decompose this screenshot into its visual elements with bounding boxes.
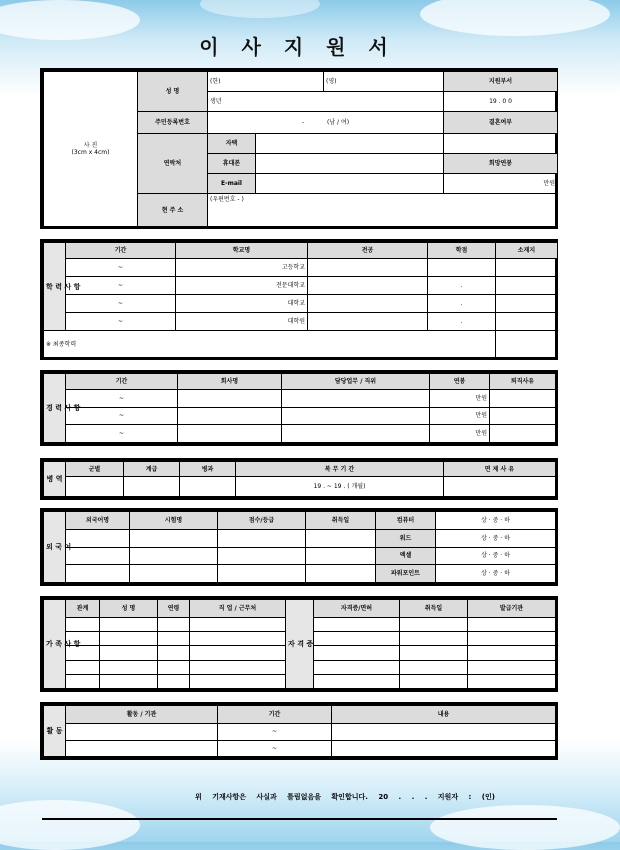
military-section <box>40 458 558 500</box>
service-period-cell[interactable]: 19 . ~ 19 . ( 개월) <box>236 477 444 497</box>
activity-side-label: 활 동 <box>44 706 66 757</box>
gpa-cell[interactable] <box>428 259 496 277</box>
skill-label: 파워포인트 <box>376 565 436 583</box>
salary-cell[interactable]: 만원 <box>430 407 490 425</box>
language-cell[interactable] <box>66 530 130 548</box>
column-header: 연봉 <box>430 374 490 390</box>
family-side-label: 가 족 사 항 <box>44 600 66 689</box>
job-cell[interactable] <box>190 632 286 646</box>
reason-cell[interactable] <box>490 390 556 408</box>
column-header: 취득일 <box>400 600 468 618</box>
name-ko-field[interactable]: (한) <box>208 72 324 92</box>
period-cell[interactable]: ~ <box>66 295 176 313</box>
period-cell[interactable]: ~ <box>66 390 178 408</box>
gpa-cell[interactable]: . <box>428 313 496 331</box>
date-cell[interactable] <box>306 565 376 583</box>
issuer-cell[interactable] <box>468 632 556 646</box>
age-cell[interactable] <box>158 660 190 674</box>
phone-field[interactable] <box>256 134 444 154</box>
exemption-cell[interactable] <box>444 477 556 497</box>
date-cell[interactable] <box>400 660 468 674</box>
school-cell[interactable]: 대학원 <box>176 313 308 331</box>
skill-label: 워드 <box>376 530 436 548</box>
education-note[interactable]: ※ 최종학력 <box>44 331 496 358</box>
table-row <box>44 530 556 548</box>
date-cell[interactable] <box>400 674 468 688</box>
license-side-label: 자 격 증 <box>286 600 314 689</box>
table-row <box>44 724 556 741</box>
language-side-label: 외 국 어 <box>44 512 66 583</box>
column-header: 취득일 <box>306 512 376 530</box>
military-side-label: 병 역 <box>44 462 66 497</box>
name-cell[interactable] <box>100 632 158 646</box>
skill-rating[interactable]: 상 · 중 · 하 <box>436 512 556 530</box>
education-section <box>40 239 558 360</box>
issuer-cell[interactable] <box>468 660 556 674</box>
activity-section <box>40 702 558 760</box>
table-row <box>44 425 556 443</box>
skill-label: 컴퓨터 <box>376 512 436 530</box>
email-field[interactable] <box>256 174 444 194</box>
age-cell[interactable] <box>158 674 190 688</box>
email-label: E-mail <box>208 174 256 194</box>
issuer-cell[interactable] <box>468 646 556 660</box>
score-cell[interactable] <box>218 565 306 583</box>
language-cell[interactable] <box>66 547 130 565</box>
salary-cell[interactable]: 만원 <box>430 390 490 408</box>
license-cell[interactable] <box>314 660 400 674</box>
date-cell[interactable] <box>400 618 468 632</box>
column-header: 군별 <box>66 462 124 477</box>
contact-label: 연락처 <box>138 134 208 194</box>
column-header: 자격증/면허 <box>314 600 400 618</box>
name-en-field[interactable]: (영) <box>324 72 444 92</box>
birth-prefix[interactable]: 생년 <box>208 92 444 112</box>
marriage-label: 결혼여부 <box>444 112 558 134</box>
license-cell[interactable] <box>314 674 400 688</box>
major-cell[interactable] <box>308 277 428 295</box>
column-header: 시험명 <box>130 512 218 530</box>
basic-info-section <box>40 68 558 229</box>
reason-cell[interactable] <box>490 425 556 443</box>
age-cell[interactable] <box>158 618 190 632</box>
score-cell[interactable] <box>218 530 306 548</box>
period-cell[interactable]: ~ <box>66 407 178 425</box>
name-cell[interactable] <box>100 674 158 688</box>
column-header: 전공 <box>308 243 428 259</box>
column-header: 면 제 사 유 <box>444 462 556 477</box>
career-side-label: 경 력 사 항 <box>44 374 66 443</box>
column-header: 연령 <box>158 600 190 618</box>
page-title: 이 사 지 원 서 <box>199 35 396 59</box>
rank-cell[interactable] <box>124 477 180 497</box>
organization-cell[interactable] <box>66 724 218 741</box>
table-row <box>44 390 556 408</box>
date-cell[interactable] <box>400 646 468 660</box>
sky-cloud <box>200 0 320 18</box>
column-header: 기간 <box>218 706 332 724</box>
salary-unit[interactable]: 만원 <box>444 174 558 194</box>
signature-statement: 위 기재사항은 사실과 틀림없음을 확인합니다. 20 . . . 지원자 : (인) <box>195 793 495 801</box>
reason-cell[interactable] <box>490 407 556 425</box>
location-cell[interactable] <box>496 295 558 313</box>
column-header: 퇴직사유 <box>490 374 556 390</box>
family-license-section <box>40 596 558 692</box>
career-section <box>40 370 558 446</box>
mobile-field[interactable] <box>256 154 444 174</box>
sky-cloud <box>0 800 140 850</box>
column-header: 발급기관 <box>468 600 556 618</box>
table-row <box>44 313 558 331</box>
license-cell[interactable] <box>314 646 400 660</box>
age-cell[interactable] <box>158 632 190 646</box>
column-header: 회사명 <box>178 374 282 390</box>
column-header: 기간 <box>66 243 176 259</box>
score-cell[interactable] <box>218 547 306 565</box>
company-cell[interactable] <box>178 425 282 443</box>
license-cell[interactable] <box>314 618 400 632</box>
table-row <box>44 740 556 757</box>
location-cell[interactable] <box>496 313 558 331</box>
location-cell[interactable] <box>496 259 558 277</box>
column-header: 직 업 / 근무처 <box>190 600 286 618</box>
company-cell[interactable] <box>178 407 282 425</box>
gpa-cell[interactable]: . <box>428 295 496 313</box>
company-cell[interactable] <box>178 390 282 408</box>
column-header: 계급 <box>124 462 180 477</box>
organization-cell[interactable] <box>66 740 218 757</box>
mobile-label: 휴대폰 <box>208 154 256 174</box>
salary-cell[interactable]: 만원 <box>430 425 490 443</box>
table-row <box>44 407 556 425</box>
name-cell[interactable] <box>100 646 158 660</box>
exam-cell[interactable] <box>130 530 218 548</box>
content-cell[interactable] <box>332 724 556 741</box>
job-cell[interactable] <box>190 674 286 688</box>
column-header: 점수/등급 <box>218 512 306 530</box>
major-cell[interactable] <box>308 295 428 313</box>
duty-cell[interactable] <box>282 425 430 443</box>
relation-cell[interactable] <box>66 660 100 674</box>
marriage-field[interactable] <box>444 134 558 154</box>
relation-cell[interactable] <box>66 674 100 688</box>
sky-cloud <box>430 805 620 850</box>
duty-cell[interactable] <box>282 390 430 408</box>
date-cell[interactable] <box>306 530 376 548</box>
column-header: 학교명 <box>176 243 308 259</box>
photo-box[interactable]: 사 진 (3cm x 4cm) <box>44 72 138 227</box>
school-cell[interactable]: 대학교 <box>176 295 308 313</box>
date-cell[interactable] <box>400 632 468 646</box>
column-header: 내용 <box>332 706 556 724</box>
skill-rating[interactable]: 상 · 중 · 하 <box>436 530 556 548</box>
duty-cell[interactable] <box>282 407 430 425</box>
exam-cell[interactable] <box>130 565 218 583</box>
column-header: 외국어명 <box>66 512 130 530</box>
column-header: 담당업무 / 직위 <box>282 374 430 390</box>
column-header: 성 명 <box>100 600 158 618</box>
column-header: 병과 <box>180 462 236 477</box>
skill-rating[interactable]: 상 · 중 · 하 <box>436 547 556 565</box>
gpa-cell[interactable]: . <box>428 277 496 295</box>
content-cell[interactable] <box>332 740 556 757</box>
table-row <box>44 259 558 277</box>
name-label: 성 명 <box>138 72 208 112</box>
relation-cell[interactable] <box>66 646 100 660</box>
table-row <box>44 295 558 313</box>
address-label: 현 주 소 <box>138 194 208 227</box>
issuer-cell[interactable] <box>468 618 556 632</box>
column-header: 활동 / 기관 <box>66 706 218 724</box>
major-cell[interactable] <box>308 259 428 277</box>
issuer-cell[interactable] <box>468 674 556 688</box>
period-cell[interactable]: ~ <box>218 740 332 757</box>
table-row <box>44 547 556 565</box>
job-cell[interactable] <box>190 660 286 674</box>
period-cell[interactable]: ~ <box>66 277 176 295</box>
resident-field[interactable]: - (남 / 여) <box>208 112 444 134</box>
skill-label: 엑셀 <box>376 547 436 565</box>
location-cell[interactable] <box>496 277 558 295</box>
column-header: 소재지 <box>496 243 558 259</box>
birth-date[interactable]: 19 . 0 0 <box>444 92 558 112</box>
date-cell[interactable] <box>306 547 376 565</box>
period-cell[interactable]: ~ <box>66 425 178 443</box>
education-side-label: 학 력 사 항 <box>44 243 66 331</box>
column-header: 복 무 기 간 <box>236 462 444 477</box>
branch-cell[interactable] <box>66 477 124 497</box>
resident-label: 주민등록번호 <box>138 112 208 134</box>
column-header: 기간 <box>66 374 178 390</box>
table-row <box>44 277 558 295</box>
period-cell[interactable]: ~ <box>66 313 176 331</box>
job-cell[interactable] <box>190 618 286 632</box>
school-cell[interactable]: 고등학교 <box>176 259 308 277</box>
license-cell[interactable] <box>314 632 400 646</box>
major-cell[interactable] <box>308 313 428 331</box>
relation-cell[interactable] <box>66 618 100 632</box>
period-cell[interactable]: ~ <box>218 724 332 741</box>
period-cell[interactable]: ~ <box>66 259 176 277</box>
language-cell[interactable] <box>66 565 130 583</box>
name-cell[interactable] <box>100 618 158 632</box>
language-section <box>40 508 558 586</box>
skill-rating[interactable]: 상 · 중 · 하 <box>436 565 556 583</box>
column-header: 관계 <box>66 600 100 618</box>
column-header: 학점 <box>428 243 496 259</box>
school-cell[interactable]: 전문대학교 <box>176 277 308 295</box>
salary-label: 희망연봉 <box>444 154 558 174</box>
position-label: 지원부서 <box>444 72 558 92</box>
specialty-cell[interactable] <box>180 477 236 497</box>
footer-rule <box>42 818 557 820</box>
address-field[interactable]: (우편번호 - ) <box>208 194 558 227</box>
name-cell[interactable] <box>100 660 158 674</box>
table-row <box>44 565 556 583</box>
exam-cell[interactable] <box>130 547 218 565</box>
job-cell[interactable] <box>190 646 286 660</box>
age-cell[interactable] <box>158 646 190 660</box>
phone-label: 자택 <box>208 134 256 154</box>
